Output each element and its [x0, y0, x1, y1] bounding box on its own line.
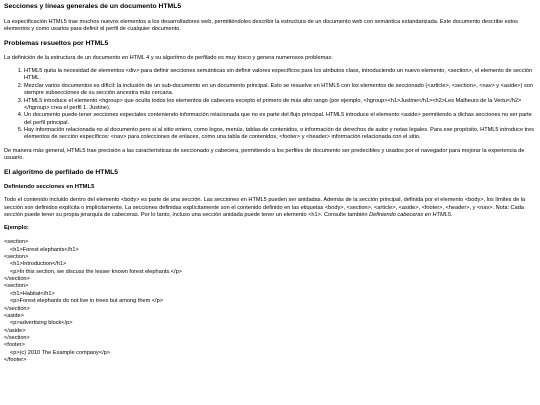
- code-line: <p>In this section, we discuss the lesser known forest elephants.</p>: [10, 268, 182, 275]
- code-line: </section>: [4, 305, 30, 312]
- code-line: </section>: [4, 276, 30, 283]
- problems-lead: La definición de la estructura de un documento en HTML 4 y su algoritmo de perfilado es muy tosco y genera numerosos problemas:: [4, 54, 333, 61]
- code-line: <aside>: [4, 312, 24, 319]
- problems-conclusion: De manera más general, HTML5 trae precisión a las características de seccionado y cabecera, permitiendo a los perfiles de documento ser predecibles y usados por el navegador para mejorar la experiencia de usuario.: [4, 147, 525, 162]
- code-line: <section>: [4, 283, 29, 290]
- sections-paragraph-end: .: [450, 212, 453, 219]
- sections-paragraph-text: Todo el contenido incluido dentro del elemento <body> es parte de una sección. Las secciones en HTML5 pueden ser anidadas. Además de la sección principal, definida por el elemento <body>, los límites de la sección son definidos explícita o implícitamente. La secciones definidas explícitamente son el contenido definido en las etiquetas <body>, <section>, <article>, <aside>, <footer>, <header>, y <nav>. Nota: Cada sección puede tener su propia jerarquía de cabeceras. Por lo tanto, incluso una sección anidada puede tener un elemento <h1>. Consulte también: [4, 197, 526, 219]
- page-title: Secciones y líneas generales de un documento HTML5: [4, 3, 182, 10]
- code-line: <p>(c) 2010 The Example company</p>: [10, 349, 111, 356]
- algorithm-heading: El algoritmo de perfilado de HTML5: [4, 168, 119, 176]
- code-line: <h1>Habitat</h1>: [10, 290, 55, 297]
- problems-list: [4, 68, 536, 142]
- list-item: 4. Un documento puede tener secciones especiales conteniendo información relacionada que no es parte del flujo principal. HTML5 introduce el elemento <aside> permitiendo a dichas secciones no ser parte del perfil principal.: [24, 112, 536, 127]
- code-line: <section>: [4, 253, 29, 260]
- sections-subheading: Definiendo secciones en HTML5: [4, 183, 95, 190]
- code-line: <footer>: [4, 342, 25, 349]
- code-line: <h1>Introduction</h1>: [10, 261, 67, 268]
- code-line: <h1>Forest elephants</h1>: [10, 246, 79, 253]
- code-line: </section>: [4, 335, 30, 342]
- example-heading: Ejemplo:: [4, 225, 29, 232]
- code-line: <section>: [4, 239, 29, 246]
- code-example: [4, 239, 536, 364]
- intro-paragraph: La especificación HTML5 trae muchos nuevos elementos a los desarrolladores web, permitiéndoles describir la estructura de un documento web con semántica estandarizada. Este documento describe estos elementos y como usarlos para definir el perfil de cualquier documento.: [4, 18, 518, 33]
- headings-reference: Definiendo cabeceras en HTML5: [369, 212, 451, 219]
- sections-paragraph: [4, 197, 536, 219]
- code-line: </aside>: [4, 327, 26, 334]
- list-item: 3. HTML5 introduce el elemento <hgroup> que oculta todos los elementos de cabecera excepto el primero de más alto rango (por ejemplo, <hgroup><h1>Justine</h1><h2>Les Malheurs de la Vertu</h2></hgroup> crea el perfil 1. Justine).: [24, 98, 536, 113]
- problems-heading: Problemas resueltos por HTML5: [4, 39, 109, 47]
- list-item: 1. HTML5 quita la necesidad de elementos <div> para definir secciones semánticas sin definir valores específicos para los atributos class, introduciendo un nuevo elemento, <section>, el elemento de sección HTML.: [24, 68, 536, 83]
- code-line: </footer>: [4, 357, 27, 364]
- code-line: <p>Forest elephants do not live in trees but among them </p>: [10, 298, 163, 305]
- code-line: <p>advertising block</p>: [10, 320, 73, 327]
- list-item: 5. Hay información relacionada no al documento pero si al sitio entero, como logos, menús, tablas de contenidos, o información de derechos de autor y notas legales. Para ese propósito, HTML5 introduce tres elementos de sección específicos: <nav> para colecciones de enlaces, como una tabla de contenidos, <footer> y <header> información relacionada con el sitio.: [24, 127, 536, 142]
- list-item: 2. Mezclar varios documentos es difícil: la inclusión de un sub-documento en un documento principal. Esto se resuelve en HTML5 con los elementos de seccionado (<article>, <section>, <nav> y <aside>) son siempre subsecciones de su sección ancestra más cercana.: [24, 83, 536, 98]
